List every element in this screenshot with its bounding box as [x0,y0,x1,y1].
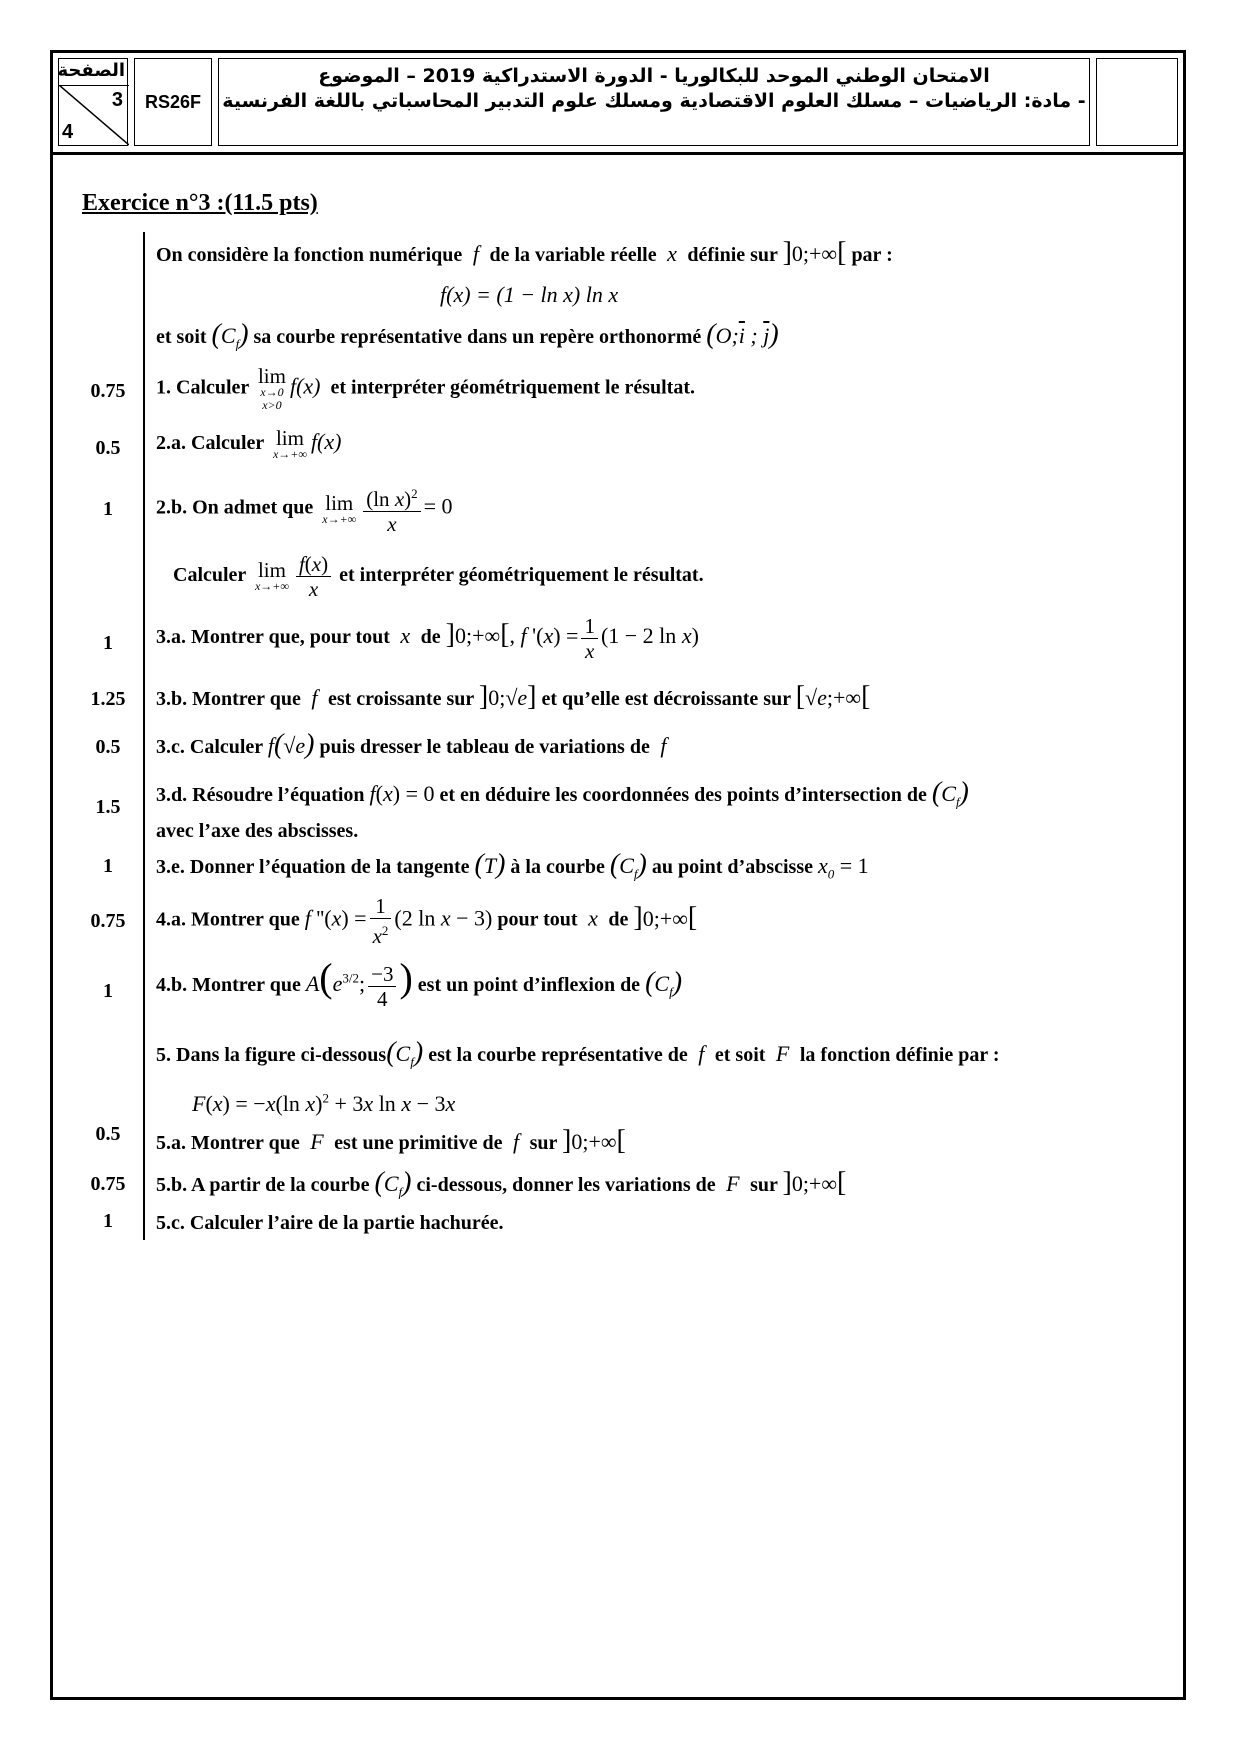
question-3b: 3.b. Montrer que f est croissante sur ]0;√e] et qu’elle est décroissante sur [√e;+∞[ [156,681,871,712]
exam-title-box [218,58,1090,146]
question-3d-cont: avec l’axe des abscisses. [156,820,359,842]
points-q5b: 0.75 [90,1173,126,1195]
points-q3e: 1 [103,855,113,877]
question-1: 1. Calculer lim x→0 x>0 f(x) et interpréter géométriquement le résultat. [156,364,695,412]
header-separator [50,152,1186,155]
exam-title-line2: - مادة: الرياضيات – مسلك العلوم الاقتصادية ومسلك علوم التدبير المحاسباتي باللغة الفرنسية [222,90,1086,112]
question-5: 5. Dans la figure $ci-dessous(C_f)$ est la courbe représentative de f et soit F la fonction définie par : [156,1037,1000,1070]
points-q4b: 1 [103,980,113,1002]
exercise-title: Exercice n°3 :(11.5 pts) [82,190,318,216]
page-number-box [58,58,128,146]
blank-box [1096,58,1178,146]
page-label: الصفحة [57,60,125,81]
question-2a: 2.a. Calculer lim x→+∞ f(x) [156,426,342,461]
points-q4a: 0.75 [90,910,126,932]
question-3c: 3.c. Calculer f(√e) puis dresser le tableau de variations de f [156,729,667,760]
intro-line: On considère la fonction numérique f de la variable réelle x définie sur ]0;+∞[ par : [156,237,893,268]
points-q1: 0.75 [90,380,126,402]
question-3a: 3.a. Montrer que, pour tout x de ]0;+∞[, f '(x) = $\frac{1}{x}$ (1 − 2 ln x) [156,614,699,663]
exam-code: RS26F [134,58,212,146]
question-5b: 5.b. A partir de la courbe $(C_f)$ ci-dessous, donner les variations de F sur ]0;+∞[ [156,1167,847,1200]
page-number: 3 [111,89,123,111]
points-q3b: 1.25 [90,688,126,710]
points-separator [143,232,145,1240]
points-q3c: 0.5 [95,736,121,758]
question-2b: 2.b. On admet que lim x→+∞ $\frac{(\ln x)^2}{x}$ = 0 [156,482,453,536]
question-2b-limit: Calculer lim x→+∞ $\frac{f(x)}{x}$ et interpréter géométriquement le résultat. [173,552,704,601]
question-3e: 3.e. Donner l’équation de la tangente (T) à la courbe $(C_f)$ au point d’abscisse $x_0 = 1$ [156,849,869,882]
question-5a: 5.a. Montrer que F est une primitive de f sur ]0;+∞[ [156,1125,626,1156]
points-q2b: 1 [103,498,113,520]
curve-line: et soit $(C_f)$ sa courbe représentative dans un repère orthonormé ($O;\overline{i}$ ; $\overline{j}$) [156,319,779,352]
points-q5a: 0.5 [95,1123,121,1145]
points-q3d: 1.5 [95,796,121,818]
primitive-definition: F(x) = −x(ln x)$^2$ + 3x ln x − 3x [192,1091,456,1117]
points-q2a: 0.5 [95,437,121,459]
page-total: 4 [62,121,74,143]
question-3d: 3.d. Résoudre l’équation f(x) = 0 et en déduire les coordonnées des points d’intersection de $(C_f)$ [156,777,969,810]
question-4a: 4.a. Montrer que f ''(x) = $\frac{1}{x^2}$ (2 ln x − 3) pour tout x de ]0;+∞[ [156,894,698,948]
points-q5c: 1 [103,1210,113,1232]
points-q3a: 1 [103,632,113,654]
function-definition: f(x) = (1 − ln x) ln x [440,282,619,307]
exam-title-line1: الامتحان الوطني الموحد للبكالوريا - الدورة الاستدراكية 2019 – الموضوع [318,65,990,87]
question-4b: 4.b. Montrer que $A(e^{3/2}$; $\frac{-3}{4}$ ) est un point d’inflexion de $(C_f)$ [156,955,683,1011]
question-5c: 5.c. Calculer l’aire de la partie hachurée. [156,1212,504,1234]
